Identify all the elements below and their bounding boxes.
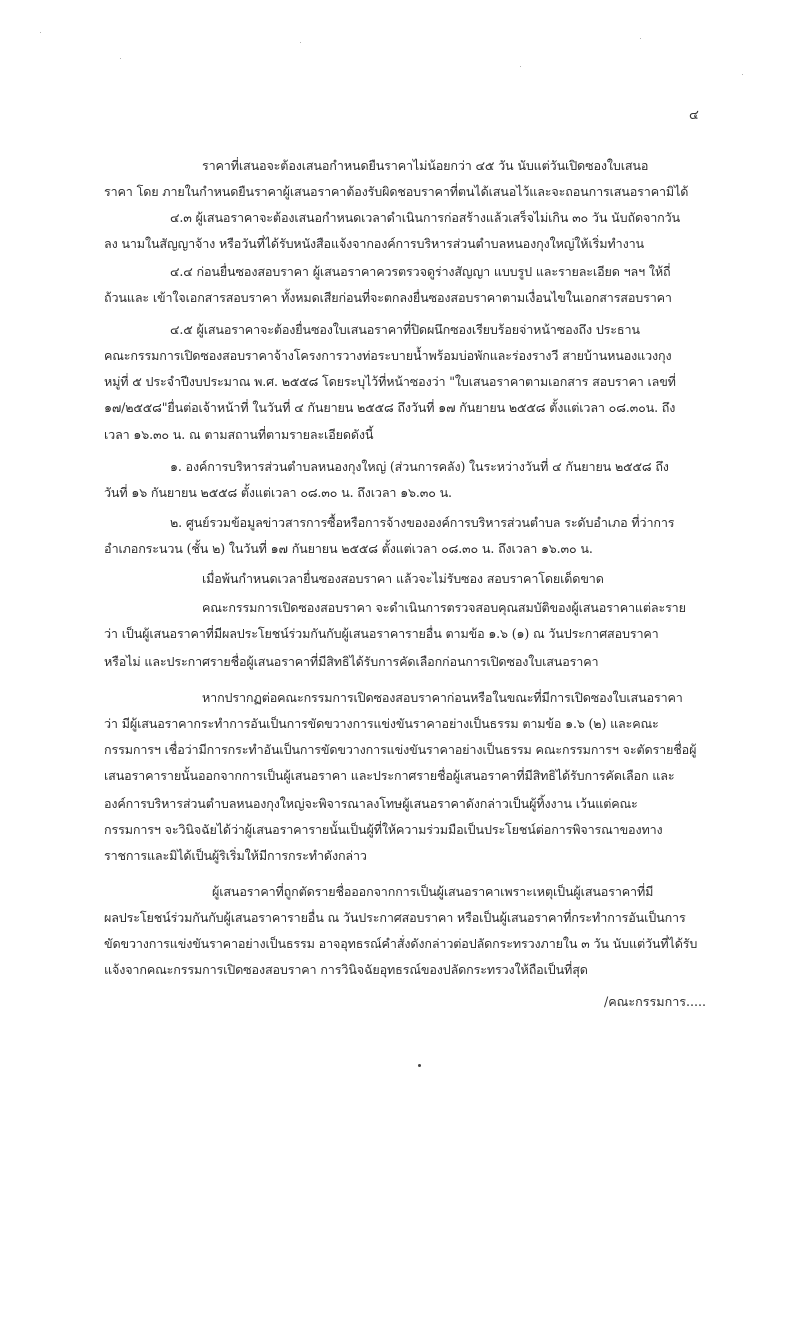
scan-speck [40, 32, 41, 33]
body-line: ว่า มีผู้เสนอราคากระทำการอันเป็นการขัดขวางการแข่งขันราคาอย่างเป็นธรรม ตามข้อ ๑.๖ (๒) และคณะ [104, 716, 659, 731]
scan-speck [742, 74, 743, 75]
body-line: ๔.๓ ผู้เสนอราคาจะต้องเสนอกำหนดเวลาดำเนินการก่อสร้างแล้วเสร็จไม่เกิน ๓๐ วัน นับถัดจากวัน [170, 210, 680, 225]
scan-speck [300, 42, 301, 43]
scan-speck [640, 38, 641, 39]
scan-speck [520, 66, 521, 67]
body-line: เวลา ๑๖.๓๐ น. ณ ตามสถานที่ตามรายละเอียดดังนี้ [104, 427, 374, 442]
body-line: เมื่อพ้นกำหนดเวลายื่นซองสอบราคา แล้วจะไม่รับซอง สอบราคาโดยเด็ดขาด [202, 571, 604, 586]
body-line: ขัดขวางการแข่งขันราคาอย่างเป็นธรรม อาจอุทธรณ์คำสั่งดังกล่าวต่อปลัดกระทรวงภายใน ๓ วัน นับแต่วันที่ได้รับ [104, 936, 698, 951]
body-line: ว่า เป็นผู้เสนอราคาที่มีผลประโยชน์ร่วมกันกับผู้เสนอราคารายอื่น ตามข้อ ๑.๖ (๑) ณ วันประกาศสอบราคา [104, 626, 659, 641]
body-line: กรรมการฯ เชื่อว่ามีการกระทำอันเป็นการขัดขวางการแข่งขันราคาอย่างเป็นธรรม คณะกรรมการฯ จะตัดรายชื่อผู้ [104, 742, 697, 757]
body-line: องค์การบริหารส่วนตำบลหนองกุงใหญ่จะพิจารณาลงโทษผู้เสนอราคาดังกล่าวเป็นผู้ทิ้งงาน เว้นแต่คณะ [104, 796, 638, 811]
page-dot [418, 1064, 421, 1067]
body-line: ๔.๕ ผู้เสนอราคาจะต้องยื่นซองใบเสนอราคาที่ปิดผนึกซองเรียบร้อยจ่าหน้าซองถึง ประธาน [170, 322, 640, 337]
body-line: ๔.๔ ก่อนยื่นซองสอบราคา ผู้เสนอราคาควรตรวจดูร่างสัญญา แบบรูป และรายละเอียด ฯลฯ ให้ถี่ [170, 264, 671, 279]
body-line: อำเภอกระนวน (ชั้น ๒) ในวันที่ ๑๗ กันยายน ๒๕๕๘ ตั้งแต่เวลา ๐๘.๓๐ น. ถึงเวลา ๑๖.๓๐ น. [104, 541, 593, 556]
body-line: ๒. ศูนย์รวมข้อมูลข่าวสารการซื้อหรือการจ้างขององค์การบริหารส่วนตำบล ระดับอำเภอ ที่ว่าการ [170, 515, 675, 530]
body-line: หากปรากฏต่อคณะกรรมการเปิดซองสอบราคาก่อนหรือในขณะที่มีการเปิดซองใบเสนอราคา [202, 690, 683, 705]
body-line: ผู้เสนอราคาที่ถูกตัดรายชื่อออกจากการเป็นผู้เสนอราคาเพราะเหตุเป็นผู้เสนอราคาที่มี [212, 884, 654, 899]
body-line: ๑. องค์การบริหารส่วนตำบลหนองกุงใหญ่ (ส่วนการคลัง) ในระหว่างวันที่ ๔ กันยายน ๒๕๕๘ ถึง [170, 459, 669, 474]
body-line: ลง นามในสัญญาจ้าง หรือวันที่ได้รับหนังสือแจ้งจากองค์การบริหารส่วนตำบลหนองกุงใหญ่ให้เริ่มทำงาน [104, 236, 644, 251]
body-line: ๑๗/๒๕๕๘"ยื่นต่อเจ้าหน้าที่ ในวันที่ ๔ กันยายน ๒๕๕๘ ถึงวันที่ ๑๗ กันยายน ๒๕๕๘ ตั้งแต่เวลา ๐๘.๓๐น. ถึง [104, 400, 676, 415]
page-number: ๔ [689, 108, 699, 123]
body-line: กรรมการฯ จะวินิจฉัยได้ว่าผู้เสนอราคารายนั้นเป็นผู้ที่ให้ความร่วมมือเป็นประโยชน์ต่อการพิจารณาของทาง [104, 822, 663, 837]
body-line: คณะกรรมการเปิดซองสอบราคาจ้างโครงการวางท่อระบายน้ำพร้อมบ่อพักและร่องรางวี สายบ้านหนองแวงกุง [104, 348, 672, 363]
body-line: ถ้วนและ เข้าใจเอกสารสอบราคา ทั้งหมดเสียก่อนที่จะตกลงยื่นซองสอบราคาตามเงื่อนไขในเอกสารสอบราคา [104, 290, 672, 305]
body-line: หรือไม่ และประกาศรายชื่อผู้เสนอราคาที่มีสิทธิได้รับการคัดเลือกก่อนการเปิดซองใบเสนอราคา [104, 654, 599, 669]
body-line: ราคาที่เสนอจะต้องเสนอกำหนดยืนราคาไม่น้อยกว่า ๔๕ วัน นับแต่วันเปิดซองใบเสนอ [202, 158, 649, 173]
continuation-marker: /คณะกรรมการ..... [604, 994, 707, 1009]
body-line: ราคา โดย ภายในกำหนดยืนราคาผู้เสนอราคาต้องรับผิดชอบราคาที่ตนได้เสนอไว้และจะถอนการเสนอราคามิได้ [104, 184, 689, 199]
body-line: เสนอราคารายนั้นออกจากการเป็นผู้เสนอราคา และประกาศรายชื่อผู้เสนอราคาที่มีสิทธิได้รับการคัดเลือก และ [104, 768, 675, 783]
body-line: วันที่ ๑๖ กันยายน ๒๕๕๘ ตั้งแต่เวลา ๐๘.๓๐ น. ถึงเวลา ๑๖.๓๐ น. [104, 485, 452, 500]
body-line: ผลประโยชน์ร่วมกันกับผู้เสนอราคารายอื่น ณ วันประกาศสอบราคา หรือเป็นผู้เสนอราคาที่กระทำการอันเป็นการ [104, 910, 686, 925]
body-line: หมู่ที่ ๕ ประจำปีงบประมาณ พ.ศ. ๒๕๕๘ โดยระบุไว้ที่หน้าซองว่า "ใบเสนอราคาตามเอกสาร สอบราคา เลขที่ [104, 374, 676, 389]
scan-speck [120, 58, 121, 59]
body-line: คณะกรรมการเปิดซองสอบราคา จะดำเนินการตรวจสอบคุณสมบัติของผู้เสนอราคาแต่ละราย [202, 600, 686, 615]
body-line: แจ้งจากคณะกรรมการเปิดซองสอบราคา การวินิจฉัยอุทธรณ์ของปลัดกระทรวงให้ถือเป็นที่สุด [104, 962, 588, 977]
body-line: ราชการและมิได้เป็นผู้ริเริ่มให้มีการกระทำดังกล่าว [104, 848, 367, 863]
